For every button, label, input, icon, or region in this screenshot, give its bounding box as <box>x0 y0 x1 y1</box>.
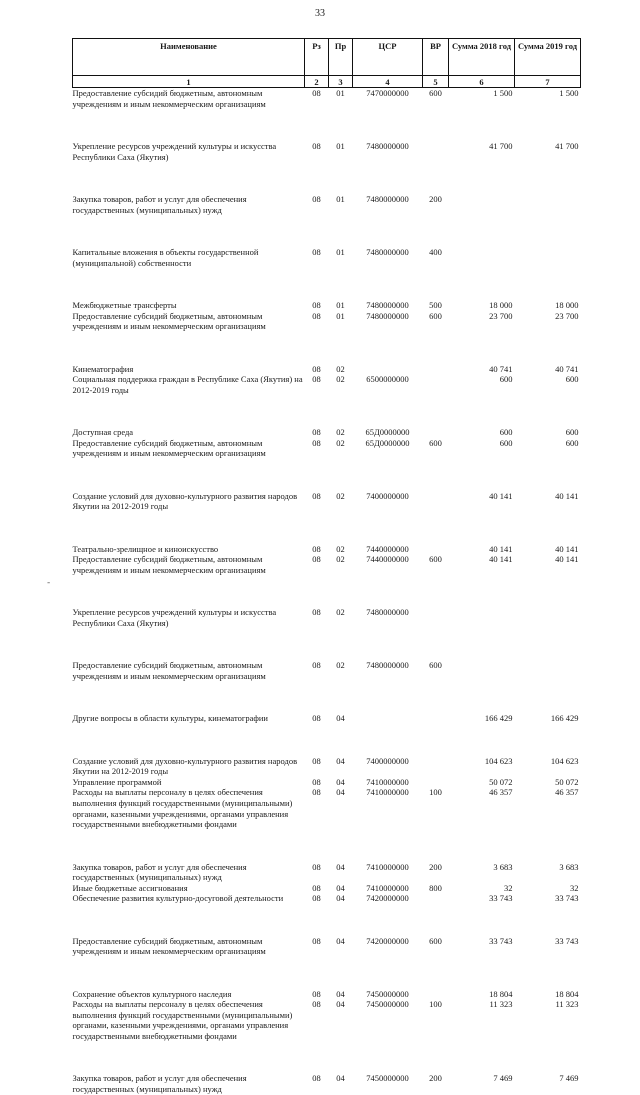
row-name: Предоставление субсидий бюджетным, автономным учреждениям и иным некоммерческим организациям <box>72 660 266 681</box>
row-sum-2019 <box>515 607 581 660</box>
row-pr: 04 <box>336 776 345 787</box>
row-pr: 04 <box>336 999 345 1010</box>
row-pr: 04 <box>336 713 345 724</box>
row-name: Укрепление ресурсов учреждений культуры и искусства Республики Саха (Якутия) <box>72 607 277 628</box>
col-number: 1 <box>73 76 305 88</box>
table-row <box>73 756 581 777</box>
row-csr: 7450000000 <box>366 1073 409 1084</box>
row-name: Предоставление субсидий бюджетным, автономным учреждениям и иным некоммерческим организациям <box>72 437 266 459</box>
col-number: 4 <box>353 76 423 88</box>
row-sum-2018: 32 <box>504 882 513 893</box>
row-rz: 08 <box>312 374 321 385</box>
row-vr: 100 <box>429 787 442 798</box>
row-pr: 02 <box>336 660 345 671</box>
table-row <box>73 544 581 555</box>
row-rz: 08 <box>312 427 321 438</box>
row-sum-2018: 40 741 <box>489 363 513 374</box>
table-row <box>73 862 581 883</box>
row-sum-2019: 33 743 <box>555 893 579 904</box>
row-pr: 02 <box>336 607 345 618</box>
row-pr: 04 <box>336 1073 345 1084</box>
row-sum-2019 <box>515 194 581 247</box>
row-name: Иные бюджетные ассигнования <box>72 882 188 893</box>
row-sum-2018: 40 141 <box>489 490 513 501</box>
header-row <box>73 39 581 76</box>
row-pr: 02 <box>336 374 345 385</box>
row-rz: 08 <box>312 607 321 618</box>
row-csr <box>353 713 423 755</box>
table-row <box>73 300 581 311</box>
row-vr <box>423 427 449 438</box>
row-name: Межбюджетные трансферты <box>72 299 177 310</box>
row-rz: 08 <box>312 140 321 151</box>
table-row <box>73 88 581 141</box>
row-sum-2019: 33 743 <box>555 935 579 946</box>
row-name: Капитальные вложения в объекты государственной (муниципальной) собственности <box>72 246 259 268</box>
row-vr: 200 <box>429 1073 442 1084</box>
row-csr: 6500000000 <box>366 374 409 385</box>
row-sum-2019: 40 141 <box>555 543 579 554</box>
row-name: Управление программой <box>72 776 162 787</box>
budget-table <box>72 38 581 1095</box>
row-sum-2018: 40 141 <box>489 543 513 554</box>
row-pr: 02 <box>336 490 345 501</box>
margin-mark: - <box>47 578 51 588</box>
row-sum-2019: 40 141 <box>555 490 579 501</box>
table-row <box>73 438 581 491</box>
row-csr: 7400000000 <box>366 755 409 766</box>
row-rz: 08 <box>312 787 321 798</box>
row-pr: 02 <box>336 437 345 448</box>
row-rz: 08 <box>312 988 321 999</box>
table-row <box>73 660 581 713</box>
row-rz: 08 <box>312 437 321 448</box>
row-vr <box>423 141 449 194</box>
row-sum-2019: 32 <box>570 882 579 893</box>
row-csr: 7420000000 <box>366 935 409 946</box>
row-csr: 7480000000 <box>366 193 409 204</box>
table-row <box>73 999 581 1073</box>
row-sum-2019: 600 <box>565 437 579 448</box>
row-vr <box>423 607 449 660</box>
row-csr: 7400000000 <box>366 490 409 501</box>
table-row <box>73 989 581 1000</box>
table-row <box>73 893 581 935</box>
row-vr <box>423 491 449 544</box>
row-pr: 04 <box>336 935 345 946</box>
row-sum-2018: 166 429 <box>484 713 513 724</box>
row-csr: 7410000000 <box>366 861 409 872</box>
row-sum-2019: 166 429 <box>550 713 579 724</box>
row-vr: 400 <box>429 246 442 257</box>
row-pr: 01 <box>336 88 345 98</box>
row-sum-2018: 18 804 <box>489 988 513 999</box>
row-csr: 7480000000 <box>366 299 409 310</box>
row-csr: 7450000000 <box>366 999 409 1010</box>
header-name: Наименование <box>73 39 305 76</box>
header-pr: Пр <box>329 39 353 76</box>
row-sum-2018: 40 141 <box>489 554 513 565</box>
table-row <box>73 936 581 989</box>
col-number: 7 <box>515 76 581 88</box>
row-sum-2019: 104 623 <box>550 755 579 766</box>
row-csr: 7410000000 <box>366 776 409 787</box>
row-sum-2019: 40 141 <box>555 554 579 565</box>
row-rz: 08 <box>312 193 321 204</box>
row-pr: 04 <box>336 755 345 766</box>
table-row <box>73 364 581 375</box>
table-row <box>73 607 581 660</box>
row-vr: 600 <box>429 660 442 671</box>
row-name: Другие вопросы в области культуры, кинематографии <box>72 713 268 724</box>
row-name: Создание условий для духовно-культурного развития народов Якутии на 2012-2019 годы <box>72 490 298 512</box>
table-row <box>73 311 581 364</box>
row-sum-2019: 18 000 <box>555 299 579 310</box>
row-name: Создание условий для духовно-культурного развития народов Якутии на 2012-2019 годы <box>72 755 298 777</box>
row-rz: 08 <box>312 660 321 671</box>
row-name: Укрепление ресурсов учреждений культуры и искусства Республики Саха (Якутия) <box>72 140 277 162</box>
row-sum-2019: 3 683 <box>559 861 579 872</box>
table-row <box>73 247 581 300</box>
row-sum-2018: 600 <box>499 374 513 385</box>
row-pr: 04 <box>336 988 345 999</box>
table-row <box>73 777 581 788</box>
col-number: 3 <box>329 76 353 88</box>
row-rz: 08 <box>312 861 321 872</box>
row-csr: 7470000000 <box>366 88 409 98</box>
row-csr: 7440000000 <box>366 543 409 554</box>
row-sum-2018 <box>449 247 515 300</box>
row-csr: 7480000000 <box>366 140 409 151</box>
row-pr: 02 <box>336 543 345 554</box>
row-name: Расходы на выплаты персоналу в целях обеспечения выполнения функций государственными (муниципальными) органами, казенными учреждениями, органами управления государственными внебюджетными фондами <box>72 999 293 1042</box>
row-name: Сохранение объектов культурного наследия <box>72 988 232 999</box>
row-vr <box>423 713 449 755</box>
row-name: Социальная поддержка граждан в Республике Саха (Якутия) на 2012-2019 годы <box>72 374 303 395</box>
row-pr: 04 <box>336 787 345 798</box>
row-csr: 7410000000 <box>366 882 409 893</box>
row-pr: 04 <box>336 882 345 893</box>
row-vr: 600 <box>429 310 442 321</box>
row-rz: 08 <box>312 543 321 554</box>
row-pr: 02 <box>336 363 345 374</box>
row-vr: 600 <box>429 935 442 946</box>
row-rz: 08 <box>312 713 321 724</box>
row-rz: 08 <box>312 88 321 98</box>
row-csr <box>353 364 423 375</box>
col-number: 6 <box>449 76 515 88</box>
table-row <box>73 491 581 544</box>
row-rz: 08 <box>312 935 321 946</box>
row-sum-2018: 46 357 <box>489 787 513 798</box>
row-vr: 600 <box>429 88 442 98</box>
header-csr: ЦСР <box>353 39 423 76</box>
row-pr: 01 <box>336 140 345 151</box>
table-row <box>73 787 581 861</box>
row-sum-2019: 1 500 <box>559 88 579 98</box>
row-vr: 600 <box>429 554 442 565</box>
row-rz: 08 <box>312 999 321 1010</box>
header-rz: Рз <box>305 39 329 76</box>
row-sum-2019: 7 469 <box>559 1073 579 1084</box>
header-vr: ВР <box>423 39 449 76</box>
row-sum-2019: 600 <box>565 427 579 438</box>
row-csr: 65Д0000000 <box>365 437 410 448</box>
row-pr: 02 <box>336 554 345 565</box>
table-row <box>73 427 581 438</box>
row-pr: 01 <box>336 246 345 257</box>
row-name: Расходы на выплаты персоналу в целях обеспечения выполнения функций государственными (муниципальными) органами, казенными учреждениями, органами управления государственными внебюджетными фондами <box>72 787 293 830</box>
row-sum-2018 <box>449 194 515 247</box>
row-vr <box>423 893 449 935</box>
row-rz: 08 <box>312 246 321 257</box>
row-sum-2019: 18 804 <box>555 988 579 999</box>
row-name: Предоставление субсидий бюджетным, автономным учреждениям и иным некоммерческим организациям <box>72 935 266 957</box>
row-vr <box>423 989 449 1000</box>
row-sum-2018: 600 <box>499 427 513 438</box>
row-name: Предоставление субсидий бюджетным, автономным учреждениям и иным некоммерческим организациям <box>72 554 266 575</box>
row-vr: 200 <box>429 193 442 204</box>
row-name: Обеспечение развития культурно-досуговой деятельности <box>72 893 284 904</box>
row-rz: 08 <box>312 882 321 893</box>
row-rz: 08 <box>312 490 321 501</box>
row-csr: 7420000000 <box>366 893 409 904</box>
row-rz: 08 <box>312 363 321 374</box>
row-rz: 08 <box>312 776 321 787</box>
row-name: Закупка товаров, работ и услуг для обеспечения государственных (муниципальных) нужд <box>72 1073 247 1095</box>
row-vr: 800 <box>429 882 442 893</box>
col-number: 5 <box>423 76 449 88</box>
row-vr: 500 <box>429 299 442 310</box>
row-name: Кинематография <box>72 363 134 374</box>
row-name: Театрально-зрелищное и киноискусство <box>72 543 219 554</box>
table-body <box>73 88 581 1095</box>
row-name: Закупка товаров, работ и услуг для обеспечения государственных (муниципальных) нужд <box>72 861 247 883</box>
row-sum-2019: 50 072 <box>555 776 579 787</box>
row-sum-2018: 11 323 <box>489 999 513 1010</box>
row-sum-2019: 11 323 <box>555 999 579 1010</box>
row-pr: 04 <box>336 861 345 872</box>
row-csr: 7480000000 <box>366 246 409 257</box>
row-sum-2018: 33 743 <box>489 935 513 946</box>
row-vr <box>423 374 449 427</box>
row-sum-2018: 41 700 <box>489 140 513 151</box>
row-vr <box>423 364 449 375</box>
table-row <box>73 1073 581 1094</box>
row-sum-2018: 23 700 <box>489 310 513 321</box>
page-number: 33 <box>315 8 325 19</box>
row-sum-2019: 41 700 <box>555 140 579 151</box>
table-row <box>73 883 581 894</box>
row-sum-2018: 33 743 <box>489 893 513 904</box>
row-sum-2018: 18 000 <box>489 299 513 310</box>
row-rz: 08 <box>312 755 321 766</box>
row-name: Предоставление субсидий бюджетным, автономным учреждениям и иным некоммерческим организациям <box>72 88 266 109</box>
column-number-row <box>73 76 581 88</box>
row-sum-2018 <box>449 660 515 713</box>
row-pr: 01 <box>336 193 345 204</box>
col-number: 2 <box>305 76 329 88</box>
table-row <box>73 713 581 755</box>
row-pr: 02 <box>336 427 345 438</box>
row-csr: 7450000000 <box>366 988 409 999</box>
table-row <box>73 194 581 247</box>
row-sum-2018: 104 623 <box>484 755 513 766</box>
header-sum-2018: Сумма 2018 год <box>449 39 515 76</box>
row-rz: 08 <box>312 299 321 310</box>
row-csr: 7480000000 <box>366 607 409 618</box>
row-sum-2019: 40 741 <box>555 363 579 374</box>
row-name: Закупка товаров, работ и услуг для обеспечения государственных (муниципальных) нужд <box>72 193 247 215</box>
row-vr: 200 <box>429 861 442 872</box>
row-rz: 08 <box>312 554 321 565</box>
row-sum-2019 <box>515 247 581 300</box>
row-sum-2019: 46 357 <box>555 787 579 798</box>
row-name: Предоставление субсидий бюджетным, автономным учреждениям и иным некоммерческим организациям <box>72 310 266 332</box>
row-pr: 01 <box>336 310 345 321</box>
row-vr <box>423 777 449 788</box>
row-sum-2019: 600 <box>565 374 579 385</box>
row-pr: 01 <box>336 299 345 310</box>
row-csr: 7410000000 <box>366 787 409 798</box>
row-csr: 7440000000 <box>366 554 409 565</box>
row-sum-2018: 1 500 <box>493 88 513 98</box>
row-vr <box>423 756 449 777</box>
row-rz: 08 <box>312 1073 321 1084</box>
row-sum-2019: 23 700 <box>555 310 579 321</box>
row-pr: 04 <box>336 893 345 904</box>
table-row <box>73 554 581 607</box>
table-row <box>73 141 581 194</box>
row-sum-2018: 3 683 <box>493 861 513 872</box>
row-csr: 65Д0000000 <box>365 427 410 438</box>
header-sum-2019: Сумма 2019 год <box>515 39 581 76</box>
row-vr: 100 <box>429 999 442 1010</box>
row-vr: 600 <box>429 437 442 448</box>
row-sum-2018 <box>449 607 515 660</box>
row-sum-2018: 7 469 <box>493 1073 513 1084</box>
row-csr: 7480000000 <box>366 310 409 321</box>
row-csr: 7480000000 <box>366 660 409 671</box>
table-row <box>73 374 581 427</box>
row-sum-2018: 600 <box>499 437 513 448</box>
row-sum-2018: 50 072 <box>489 776 513 787</box>
row-name: Доступная среда <box>72 427 134 438</box>
budget-table-container <box>72 38 580 1095</box>
row-rz: 08 <box>312 310 321 321</box>
row-rz: 08 <box>312 893 321 904</box>
row-sum-2019 <box>515 660 581 713</box>
row-vr <box>423 544 449 555</box>
